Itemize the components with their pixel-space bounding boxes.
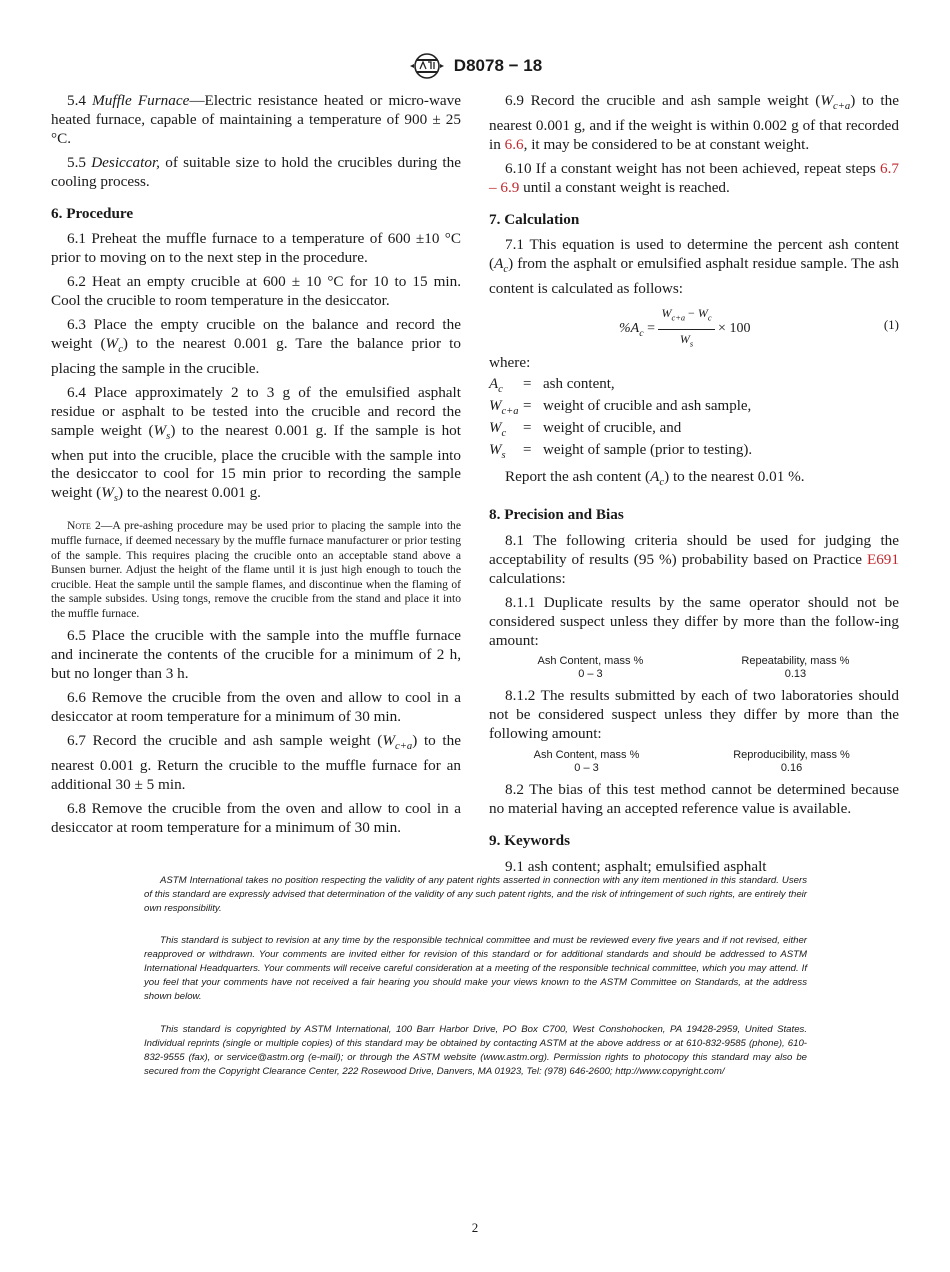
paragraph-9-1: 9.1 ash content; asphalt; emulsified asphalt	[505, 857, 767, 875]
page-number: 2	[471, 1220, 479, 1235]
paragraph-6-5: 6.5 Place the crucible with the sample into the muffle furnace and incinerate the contents of the crucible for a minimum of 2 h, but no longer than 3 h.	[51, 627, 461, 683]
link-6-7-6-9[interactable]: 6.7 – 6.9	[489, 159, 899, 196]
table-header: Repeatability, mass %	[741, 655, 850, 668]
link-6-6[interactable]: 6.6	[504, 135, 524, 153]
left-column	[51, 92, 461, 843]
footer-revision-notice: This standard is subject to revision at any time by the responsible technical committee and must be reviewed every five years and if not revised, either reapproved or withdrawn. Your comments are invited either for revision of this standard or for additional standards and should be addressed to ASTM International Headquarters. Your comments will receive careful consideration at a meeting of the responsible technical committee, which you may attend. If you feel that your comments have not received a fair hearing you should make your views known to the ASTM Committee on Standards, at the address shown below.	[144, 935, 807, 1002]
paragraph-5-4: 5.4 Muffle Furnace—Electric resistance heated or micro-wave heated furnace, capable of maintaining a temperature of 900 ± 25 °C.	[51, 92, 461, 147]
paragraph-6-8: 6.8 Remove the crucible from the oven and allow to cool in a desiccator at room temperature for a minimum of 30 min.	[51, 799, 461, 836]
reproducibility-table	[489, 749, 899, 775]
section-9-heading: 9. Keywords	[489, 831, 570, 849]
footer-copyright-notice: This standard is copyrighted by ASTM International, 100 Barr Harbor Drive, PO Box C700, West Conshohocken, PA 19428-2959, United States. Individual reprints (single or multiple copies) of this standard may be obtained by contacting ASTM at the above address or at 610-832-9585 (phone), 610-832-9555 (fax), or service@astm.org (e-mail); or through the ASTM website (www.astm.org). Permission rights to photocopy this standard may also be secured from the Copyright Clearance Center, 222 Rosewood Drive, Danvers, MA 01923, Tel: (978) 646-2600; http://www.copyright.com/	[144, 1024, 807, 1077]
note-2: Note 2—A pre-ashing procedure may be used prior to placing the sample into the muffle furnace, if deemed necessary by the muffle furnace manufacturer or prior testing of the sample. This requires placing the crucible onto an acceptable stand above a Bunsen burner. Adjust the height of the flame until it is just high enough to touch the crucible. Heat the sample until the sample flames, and discontinue when the flaming of the sample subsides. Using tongs, remove the crucible from the stand and place it into the muffle furnace.	[51, 519, 461, 620]
table-cell: 0.13	[784, 668, 807, 681]
paragraph-7-1: 7.1 This equation is used to determine the percent ash content $(A_c)$ from the asphalt or emulsified asphalt residue sample. The ash content is calculated as follows:	[489, 236, 899, 298]
paragraph-6-9: 6.9 Record the crucible and ash sample weight $(W_{c+a})$ to the nearest 0.001 g, and if the weight is within 0.002 g of that recorded in 6.6, it may be considered to be at constant weight.	[489, 92, 899, 153]
variable-definitions	[489, 376, 752, 464]
repeatability-table	[489, 655, 899, 681]
where-row: $W_s$ = weight of sample (prior to testing).	[489, 442, 753, 462]
report-instruction: Report the ash content $(A_c)$ to the nearest 0.01 %.	[505, 468, 805, 489]
table-cell: 0.16	[780, 762, 803, 775]
paragraph-8-1-1: 8.1.1 Duplicate results by the same operator should not be considered suspect unless they differ by more than the follow-ing amount:	[489, 593, 899, 649]
paragraph-6-10: 6.10 If a constant weight has not been achieved, repeat steps 6.7 – 6.9 until a constant weight is reached.	[489, 159, 899, 196]
table-header: Ash Content, mass %	[533, 749, 640, 762]
paragraph-6-6: 6.6 Remove the crucible from the oven and allow to cool in a desiccator at room temperature for a minimum of 30 min.	[51, 689, 461, 726]
paragraph-8-2: 8.2 The bias of this test method cannot be determined because no material having an accepted reference value is available.	[489, 781, 899, 818]
table-header: Reproducibility, mass %	[733, 749, 850, 762]
equation-1	[489, 304, 899, 348]
right-column	[489, 92, 899, 882]
where-label: where:	[489, 354, 531, 372]
paragraph-8-1: 8.1 The following criteria should be used for judging the acceptability of results (95 %) probability based on Practice E691 calculations:	[489, 531, 899, 587]
paragraph-6-7: 6.7 Record the crucible and ash sample weight $(W_{c+a})$ to the nearest 0.001 g. Return the crucible to the muffle furnace for an additional 30 ± 5 min.	[51, 732, 461, 793]
section-7-heading: 7. Calculation	[489, 210, 580, 228]
where-row: $W_c$ = weight of crucible, and	[489, 420, 682, 440]
table-header: Ash Content, mass %	[537, 655, 644, 668]
equation-fraction: $\frac{W_{c+a} - W_c}{W_s}$	[658, 304, 714, 354]
equation-formula: $\%A_c$ = $\frac{W_{c+a} - W_c}{W_s}$ × 100	[619, 304, 750, 354]
link-e691[interactable]: E691	[866, 550, 899, 568]
footer-patent-notice: ASTM International takes no position respecting the validity of any patent rights asserted in connection with any item mentioned in this standard. Users of this standard are expressly advised that determination of the validity of any such patent rights, and the risk of infringement of such rights, are entirely their own responsibility.	[144, 875, 807, 914]
astm-logo-icon	[408, 57, 450, 74]
table-cell: 0 – 3	[574, 762, 599, 775]
paragraph-6-4: 6.4 Place approximately 2 to 3 g of the emulsified asphalt residue or asphalt to be tested into the crucible and record the sample weight $(W_s)$ to the nearest 0.001 g. If the sample is hot when put into the crucible, place the crucible with the sample into the desiccator to cool for 15 min prior to recording the sample weight $(W_s)$ to the nearest 0.001 g.	[51, 383, 461, 505]
section-8-heading: 8. Precision and Bias	[489, 506, 624, 524]
equation-number: (1)	[883, 317, 899, 333]
paragraph-5-5: 5.5 Desiccator, of suitable size to hold the crucibles during the cooling process.	[51, 153, 461, 190]
where-row: $A_c$ = ash content,	[489, 376, 615, 396]
paragraph-6-2: 6.2 Heat an empty crucible at 600 ± 10 °C for 10 to 15 min. Cool the crucible to room temperature in the desiccator.	[51, 273, 461, 310]
where-row: $W_{c+a}$ = weight of crucible and ash sample,	[489, 398, 752, 418]
paragraph-6-3: 6.3 Place the empty crucible on the balance and record the weight $(W_c)$ to the nearest 0.001 g. Tare the balance prior to placing the sample in the crucible.	[51, 316, 461, 377]
page-header	[0, 52, 950, 80]
table-cell: 0 – 3	[578, 668, 603, 681]
paragraph-8-1-2: 8.1.2 The results submitted by each of two laboratories should not be considered suspect unless they differ by more than the following amount:	[489, 687, 899, 743]
section-6-heading: 6. Procedure	[51, 204, 134, 222]
paragraph-6-1: 6.1 Preheat the muffle furnace to a temperature of 600 ±10 °C prior to moving on to the next step in the procedure.	[51, 230, 461, 267]
document-designation: D8078 − 18	[453, 56, 543, 75]
